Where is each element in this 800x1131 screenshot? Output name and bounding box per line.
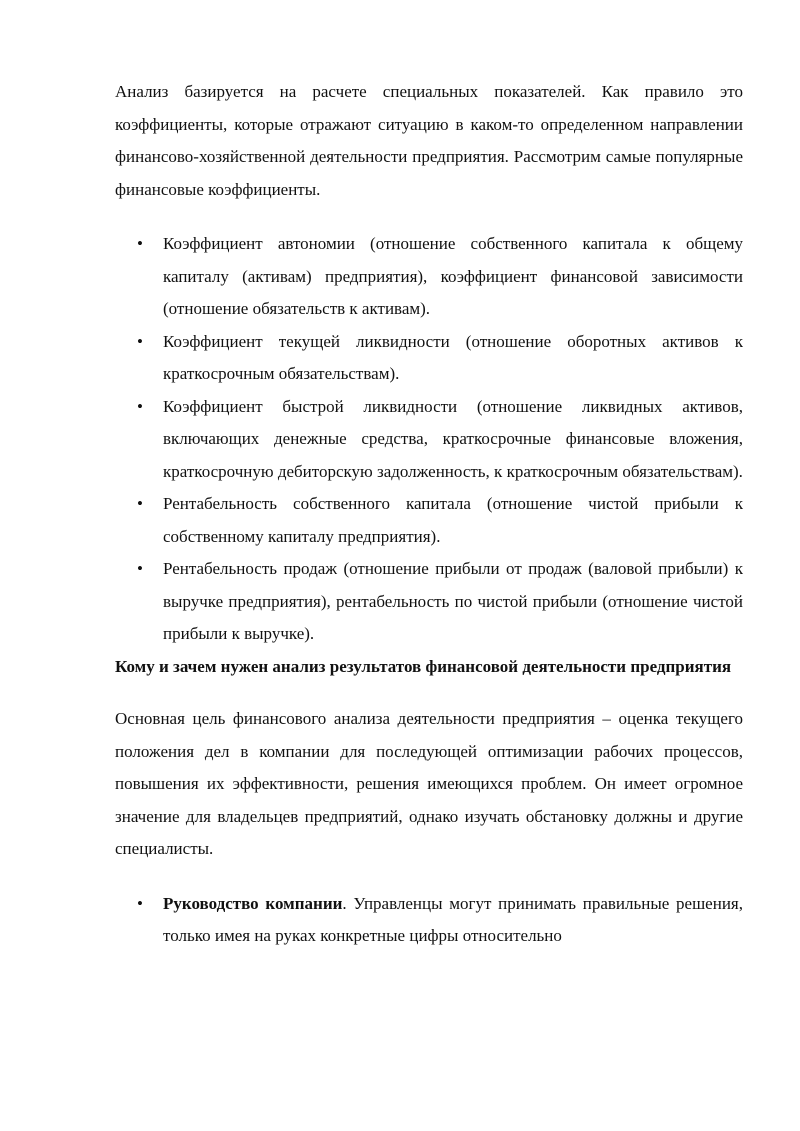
list-item	[137, 391, 743, 489]
bullet-icon: •	[137, 331, 143, 351]
list-item-text: Коэффициент автономии (отношение собственного капитала к общему капиталу (активам) предприятия), коэффициент финансовой зависимости (отношение обязательств к активам).	[163, 234, 743, 318]
audience-list	[115, 888, 743, 953]
list-item	[137, 888, 743, 953]
list-item-text: . Управленцы могут принимать правильные решения, только имея на руках конкретные цифры относительно	[163, 893, 743, 945]
list-item-text: Коэффициент быстрой ликвидности (отношение ликвидных активов, включающих денежные средства, краткосрочные финансовые вложения, краткосрочную дебиторскую задолженность, к краткосрочным обязательствам).	[163, 396, 743, 481]
list-item-text: Рентабельность продаж (отношение прибыли от продаж (валовой прибыли) к выручке предприятия), рентабельность по чистой прибыли (отношение чистой прибыли к выручке).	[163, 559, 743, 643]
ratios-list	[115, 228, 743, 651]
section-heading: Кому и зачем нужен анализ результатов финансовой деятельности предприятия	[115, 656, 732, 676]
goal-paragraph: Основная цель финансового анализа деятельности предприятия – оценка текущего положения дел в компании для последующей оптимизации рабочих процессов, повышения их эффективности, решения имеющихся проблем. Он имеет огромное значение для владельцев предприятий, однако изучать обстановку должны и другие специалисты.	[115, 709, 743, 858]
bullet-icon: •	[137, 559, 143, 578]
bullet-icon: •	[137, 234, 143, 253]
list-item	[137, 553, 743, 651]
list-item	[137, 488, 743, 553]
list-item	[137, 326, 743, 391]
list-item-term: Руководство компании	[163, 893, 343, 913]
bullet-icon: •	[137, 494, 143, 513]
bullet-icon: •	[137, 396, 143, 416]
intro-paragraph: Анализ базируется на расчете специальных показателей. Как правило это коэффициенты, которые отражают ситуацию в каком-то определенном направлении финансово-хозяйственной деятельности предприятия. Рассмотрим самые популярные финансовые коэффициенты.	[115, 82, 743, 199]
list-item-text: Коэффициент текущей ликвидности (отношение оборотных активов к краткосрочным обязательствам).	[163, 331, 743, 383]
list-item	[137, 228, 743, 326]
bullet-icon: •	[137, 893, 143, 913]
document-page	[115, 76, 743, 953]
list-item-text: Рентабельность собственного капитала (отношение чистой прибыли к собственному капиталу предприятия).	[163, 494, 743, 546]
